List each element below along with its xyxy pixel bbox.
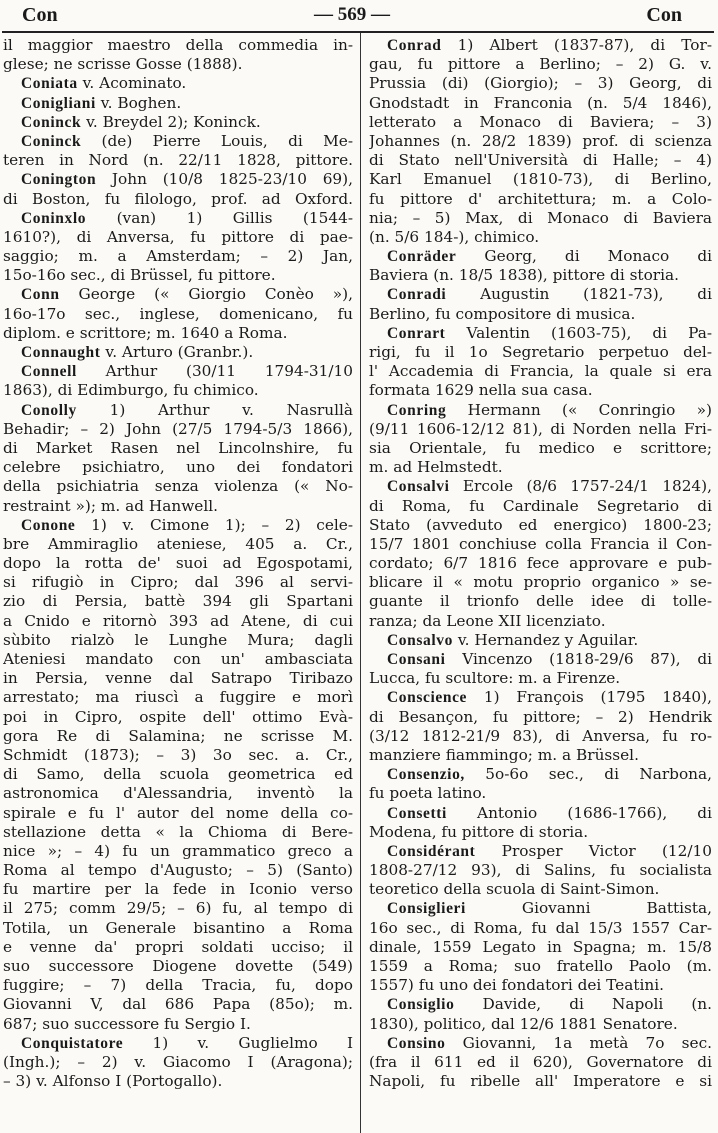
text-line xyxy=(3,324,353,343)
text-line xyxy=(369,1053,712,1072)
text-line xyxy=(3,228,353,247)
entry-text: nice »; – 4) fu un grammatico greco a xyxy=(3,841,353,860)
entry-text: e venne da' propri soldati ucciso; il xyxy=(3,937,353,956)
entry-text: arrestato; ma riuscì a fuggire e morì xyxy=(3,688,353,707)
entry-text: Schmidt (1873); – 3) 3o sec. a. Cr., xyxy=(3,745,353,764)
text-line xyxy=(3,612,353,631)
left-column xyxy=(3,36,353,1091)
entry-headword: Consetti xyxy=(387,804,447,822)
entry-text: (Ingh.); – 2) v. Giacomo I (Aragona); xyxy=(3,1052,353,1071)
entry-text: John (10/8 1825-23/10 69), xyxy=(96,170,353,189)
entry-text: Berlino, fu compositore di musica. xyxy=(369,304,636,323)
entry-headword: Conrart xyxy=(387,324,446,342)
text-line xyxy=(369,266,712,285)
text-line xyxy=(369,995,712,1014)
text-line xyxy=(3,477,353,496)
entry-text: Napoli, fu ribelle all' Imperatore e si xyxy=(369,1072,712,1091)
entry-text: saggio; m. a Amsterdam; – 2) Jan, xyxy=(3,247,353,266)
text-line xyxy=(369,55,712,74)
header-right-keyword: Con xyxy=(646,3,682,26)
entry-text: 1863), di Edimburgo, fu chimico. xyxy=(3,381,259,400)
text-line xyxy=(369,650,712,669)
text-line xyxy=(3,36,353,55)
entry-text: 687; suo successore fu Sergio I. xyxy=(3,1014,251,1033)
text-line xyxy=(369,669,712,688)
entry-text: v. Hernandez y Aguilar. xyxy=(452,630,639,649)
entry-text: Giovanni V, dal 686 Papa (85o); m. xyxy=(3,995,353,1014)
text-line xyxy=(3,55,353,74)
entry-text: v. Boghen. xyxy=(95,93,182,112)
entry-headword: Consino xyxy=(387,1034,446,1052)
text-line xyxy=(369,880,712,899)
text-line xyxy=(3,1015,353,1034)
entry-text: il maggior maestro della commedia in- xyxy=(3,36,353,54)
entry-text: 1) v. Cimone 1); – 2) cele- xyxy=(75,515,353,534)
entry-text: Baviera (n. 18/5 1838), pittore di storia. xyxy=(369,266,679,285)
text-line xyxy=(3,1053,353,1072)
entry-text: celebre psichiatro, uno dei fondatori xyxy=(3,458,353,477)
entry-text: teren in Nord (n. 22/11 1828, pittore. xyxy=(3,151,353,170)
entry-headword: Coninck xyxy=(21,132,82,150)
text-line xyxy=(3,305,353,324)
text-line xyxy=(3,401,353,420)
entry-text: (van) 1) Gillis (1544- xyxy=(86,208,353,227)
text-line xyxy=(369,708,712,727)
text-line xyxy=(3,938,353,957)
entry-headword: Conscience xyxy=(387,689,468,707)
text-line xyxy=(369,362,712,381)
text-line xyxy=(3,132,353,151)
text-line xyxy=(369,899,712,918)
text-line xyxy=(369,36,712,55)
text-line xyxy=(3,151,353,170)
text-line xyxy=(3,727,353,746)
entry-text: Prussia (di) (Giorgio); – 3) Georg, di xyxy=(369,74,712,93)
text-line xyxy=(3,592,353,611)
text-line xyxy=(369,343,712,362)
text-line xyxy=(3,420,353,439)
text-line xyxy=(369,1034,712,1053)
entry-text: 1) v. Guglielmo I xyxy=(123,1033,353,1052)
text-line xyxy=(369,957,712,976)
text-line xyxy=(369,1072,712,1091)
text-line xyxy=(3,554,353,573)
text-line xyxy=(369,458,712,477)
text-line xyxy=(369,592,712,611)
entry-text: di Besançon, fu pittore; – 2) Hendrik xyxy=(369,707,712,726)
text-line xyxy=(3,266,353,285)
entry-text: Valentin (1603-75), di Pa- xyxy=(445,323,712,342)
entry-headword: Conigliani xyxy=(21,94,96,112)
entry-headword: Consalvo xyxy=(387,631,453,649)
entry-headword: Consani xyxy=(387,651,446,668)
text-line xyxy=(3,113,353,132)
entry-headword: Conquistatore xyxy=(21,1034,124,1052)
entry-headword: Consiglieri xyxy=(387,900,466,918)
entry-headword: Consalvi xyxy=(387,478,450,496)
entry-text: (n. 5/6 184-), chimico. xyxy=(369,227,540,246)
page-number: — 569 — xyxy=(314,4,390,25)
text-line xyxy=(369,151,712,170)
text-line xyxy=(3,94,353,113)
entry-text: fuggire; – 7) della Tracia, fu, dopo xyxy=(3,976,353,995)
entry-text: Gnodstadt in Franconia (n. 5/4 1846), xyxy=(369,93,712,112)
entry-text: della psichiatria senza violenza (« No- xyxy=(3,477,353,496)
text-line xyxy=(369,554,712,573)
text-line xyxy=(369,784,712,803)
entry-text: guante il trionfo delle idee di tolle- xyxy=(369,592,712,611)
text-line xyxy=(3,573,353,592)
text-line xyxy=(3,439,353,458)
entry-text: il 275; comm 29/5; – 6) fu, al tempo di xyxy=(3,899,353,918)
entry-text: v. Acominato. xyxy=(77,74,187,93)
text-line xyxy=(369,497,712,516)
text-line xyxy=(369,938,712,957)
entry-text: 16o sec., di Roma, fu dal 15/3 1557 Car- xyxy=(369,918,712,937)
entry-text: di Boston, fu filologo, prof. ad Oxford. xyxy=(3,189,353,208)
entry-headword: Consenzio, xyxy=(387,766,465,784)
text-line xyxy=(3,74,353,93)
text-line xyxy=(369,861,712,880)
text-line xyxy=(369,727,712,746)
text-line xyxy=(3,1072,353,1091)
entry-text: si rifugiò in Cipro; dal 396 al servi- xyxy=(3,573,353,592)
text-line xyxy=(369,516,712,535)
entry-text: Modena, fu pittore di storia. xyxy=(369,822,589,841)
text-line xyxy=(3,765,353,784)
entry-text: Roma al tempo d'Augusto; – 5) (Santo) xyxy=(3,861,353,880)
entry-text: gau, fu pittore a Berlino; – 2) G. v. xyxy=(369,55,712,74)
text-line xyxy=(3,861,353,880)
entry-text: teoretico della scuola di Saint-Simon. xyxy=(369,880,660,899)
text-line xyxy=(369,573,712,592)
entry-text: di Stato nell'Università di Halle; – 4) xyxy=(369,151,712,170)
entry-text: cordato; 6/7 1816 fece approvare e pub- xyxy=(369,554,712,573)
text-line xyxy=(3,458,353,477)
text-line xyxy=(369,765,712,784)
text-line xyxy=(3,823,353,842)
entry-text: letterato a Monaco di Baviera; – 3) xyxy=(369,112,712,131)
text-line xyxy=(3,688,353,707)
text-line xyxy=(3,381,353,400)
text-line xyxy=(3,899,353,918)
entry-text: Arthur (30/11 1794-31/10 xyxy=(76,362,353,381)
entry-text: Ercole (8/6 1757-24/1 1824), xyxy=(449,477,712,496)
text-line xyxy=(3,746,353,765)
entry-text: Giovanni, 1a metà 7o sec. xyxy=(445,1033,712,1052)
text-line xyxy=(369,477,712,496)
text-line xyxy=(3,708,353,727)
entry-text: spirale e fu l' autor del nome della co- xyxy=(3,803,353,822)
entry-text: (de) Pierre Louis, di Me- xyxy=(81,131,353,150)
text-line xyxy=(369,842,712,861)
entry-headword: Connaught xyxy=(21,344,101,361)
text-line xyxy=(369,190,712,209)
entry-text: v. Breydel 2); Koninck. xyxy=(81,112,261,131)
text-line xyxy=(3,343,353,362)
text-line xyxy=(369,324,712,343)
entry-text: 1559 a Roma; suo fratello Paolo (m. xyxy=(369,957,712,975)
entry-text: glese; ne scrisse Gosse (1888). xyxy=(3,55,243,74)
text-line xyxy=(369,228,712,247)
text-line xyxy=(369,285,712,304)
entry-text: 1) Albert (1837-87), di Tor- xyxy=(441,36,712,54)
entry-text: Stato (avveduto ed energico) 1800-23; xyxy=(369,515,712,534)
text-line xyxy=(3,631,353,650)
entry-text: suo successore Diogene dovette (549) xyxy=(3,957,353,975)
text-line xyxy=(369,919,712,938)
entry-text: sùbito rialzò le Lunghe Mura; dagli xyxy=(3,630,353,649)
entry-text: v. Arturo (Granbr.). xyxy=(100,343,254,361)
entry-text: – 3) v. Alfonso I (Portogallo). xyxy=(3,1072,223,1091)
text-line xyxy=(3,957,353,976)
entry-text: Hermann (« Conringio ») xyxy=(446,400,712,419)
right-column xyxy=(369,36,712,1091)
entry-headword: Conräder xyxy=(387,248,457,266)
entry-text: blicare il « motu proprio organico » se- xyxy=(369,573,712,592)
entry-text: 15o-16o sec., di Brüssel, fu pittore. xyxy=(3,266,276,285)
text-line xyxy=(369,247,712,266)
entry-text: (3/12 1812-21/9 83), di Anversa, fu ro- xyxy=(369,726,712,745)
header-rule xyxy=(2,31,714,33)
text-line xyxy=(3,880,353,899)
entry-text: di Samo, della scuola geometrica ed xyxy=(3,765,353,784)
entry-text: Georg, di Monaco di xyxy=(456,247,712,266)
text-line xyxy=(369,381,712,400)
text-line xyxy=(369,74,712,93)
text-line xyxy=(369,976,712,995)
text-line xyxy=(369,804,712,823)
entry-headword: Conington xyxy=(21,171,97,189)
entry-text: manziere fiammingo; m. a Brüssel. xyxy=(369,745,639,764)
text-line xyxy=(3,209,353,228)
entry-text: ranza; da Leone XII licenziato. xyxy=(369,611,606,630)
entry-headword: Considérant xyxy=(387,842,476,860)
entry-text: Vincenzo (1818-29/6 87), di xyxy=(445,650,712,668)
entry-headword: Consiglio xyxy=(387,996,455,1014)
page-header xyxy=(0,0,718,30)
entry-text: m. ad Helmstedt. xyxy=(369,458,503,477)
text-line xyxy=(369,209,712,228)
entry-text: dopo la rotta de' suoi ad Egospotami, xyxy=(3,554,353,573)
entry-text: in Persia, venne dal Satrapo Tiribazo xyxy=(3,669,353,688)
entry-text: poi in Cipro, ospite dell' ottimo Evà- xyxy=(3,707,353,726)
column-divider xyxy=(360,33,361,1133)
entry-text: stellazione detta « la Chioma di Bere- xyxy=(3,822,353,841)
text-line xyxy=(3,1034,353,1053)
text-line xyxy=(3,976,353,995)
entry-text: Giovanni Battista, xyxy=(465,899,712,918)
text-line xyxy=(369,535,712,554)
text-line xyxy=(369,401,712,420)
entry-text: Totila, un Generale bisantino a Roma xyxy=(3,918,353,937)
text-line xyxy=(3,190,353,209)
entry-text: 5o-6o sec., di Narbona, xyxy=(464,765,712,784)
entry-text: Augustin (1821-73), di xyxy=(446,285,712,304)
text-line xyxy=(369,612,712,631)
text-line xyxy=(3,170,353,189)
text-line xyxy=(3,784,353,803)
entry-text: diplom. e scrittore; m. 1640 a Roma. xyxy=(3,323,288,342)
text-line xyxy=(3,919,353,938)
entry-text: nia; – 5) Max, di Monaco di Baviera xyxy=(369,208,712,227)
text-line xyxy=(369,439,712,458)
text-line xyxy=(3,497,353,516)
entry-text: bre Ammiraglio ateniese, 405 a. Cr., xyxy=(3,534,353,553)
text-line xyxy=(369,305,712,324)
entry-headword: Conradi xyxy=(387,286,447,304)
text-line xyxy=(369,688,712,707)
text-line xyxy=(3,650,353,669)
text-line xyxy=(3,995,353,1014)
entry-text: fu martire per la fede in Iconio verso xyxy=(3,880,353,899)
entry-text: (9/11 1606-12/12 81), di Norden nella Fri- xyxy=(369,419,712,438)
entry-text: dinale, 1559 Legato in Spagna; m. 15/8 xyxy=(369,937,712,956)
entry-text: di Roma, fu Cardinale Segretario di xyxy=(369,496,712,515)
text-line xyxy=(3,804,353,823)
text-line xyxy=(3,516,353,535)
text-line xyxy=(369,631,712,650)
entry-text: 1610?), di Anversa, fu pittore di pae- xyxy=(3,227,353,246)
entry-headword: Conring xyxy=(387,401,447,419)
text-line xyxy=(3,669,353,688)
entry-headword: Conn xyxy=(21,286,60,304)
entry-text: George (« Giorgio Conèo »), xyxy=(59,285,353,304)
entry-headword: Coninxlo xyxy=(21,209,87,227)
header-left-keyword: Con xyxy=(22,3,58,26)
entry-text: fu pittore d' architettura; m. a Colo- xyxy=(369,189,712,208)
entry-text: formata 1629 nella sua casa. xyxy=(369,381,593,400)
entry-headword: Conolly xyxy=(21,401,77,419)
text-line xyxy=(369,746,712,765)
text-line xyxy=(3,535,353,554)
entry-text: 1557) fu uno dei fondatori dei Teatini. xyxy=(369,976,665,995)
entry-text: 1830), politico, dal 12/6 1881 Senatore. xyxy=(369,1014,678,1033)
entry-headword: Coniata xyxy=(21,75,78,93)
entry-text: Ateniesi mandato con un' ambasciata xyxy=(3,650,353,668)
entry-text: Prosper Victor (12/10 xyxy=(475,841,712,860)
text-line xyxy=(3,842,353,861)
entry-text: a Cnido e ritornò 393 ad Atene, di cui xyxy=(3,611,353,630)
entry-text: 15/7 1801 conchiuse colla Francia il Con- xyxy=(369,534,712,553)
entry-text: 16o-17o sec., inglese, domenicano, fu xyxy=(3,304,353,323)
entry-text: Lucca, fu scultore: m. a Firenze. xyxy=(369,669,621,688)
entry-text: Antonio (1686-1766), di xyxy=(446,803,712,822)
text-line xyxy=(369,823,712,842)
entry-text: 1808-27/12 93), di Salins, fu socialista xyxy=(369,861,712,880)
entry-text: Behadir; – 2) John (27/5 1794-5/3 1866), xyxy=(3,419,353,438)
text-line xyxy=(3,362,353,381)
entry-headword: Connell xyxy=(21,363,77,381)
entry-text: l' Accademia di Francia, la quale si era xyxy=(369,362,712,381)
text-line xyxy=(369,170,712,189)
entry-text: Karl Emanuel (1810-73), di Berlino, xyxy=(369,170,712,189)
entry-text: di Market Rasen nel Lincolnshire, fu xyxy=(3,438,353,457)
text-line xyxy=(369,1015,712,1034)
text-line xyxy=(369,420,712,439)
text-line xyxy=(369,113,712,132)
entry-text: zio di Persia, battè 394 gli Spartani xyxy=(3,592,353,611)
entry-text: 1) François (1795 1840), xyxy=(467,688,712,707)
entry-text: fu poeta latino. xyxy=(369,784,487,803)
entry-text: Johannes (n. 28/2 1839) prof. di scienza xyxy=(369,131,712,150)
text-line xyxy=(369,94,712,113)
entry-text: (fra il 611 ed il 620), Governatore di xyxy=(369,1052,712,1071)
text-line xyxy=(3,247,353,266)
text-line xyxy=(3,285,353,304)
entry-text: 1) Arthur v. Nasrullà xyxy=(76,400,353,419)
text-line xyxy=(369,132,712,151)
entry-text: restraint »); m. ad Hanwell. xyxy=(3,496,219,515)
entry-headword: Conrad xyxy=(387,37,442,54)
entry-text: astronomica d'Alessandria, inventò la xyxy=(3,784,353,803)
entry-text: gora Re di Salamina; ne scrisse M. xyxy=(3,726,353,745)
entry-headword: Coninck xyxy=(21,113,82,131)
entry-headword: Conone xyxy=(21,516,76,534)
entry-text: Davide, di Napoli (n. xyxy=(454,995,712,1014)
entry-text: rigi, fu il 1o Segretario perpetuo del- xyxy=(369,343,712,361)
entry-text: sia Orientale, fu medico e scrittore; xyxy=(369,438,712,457)
